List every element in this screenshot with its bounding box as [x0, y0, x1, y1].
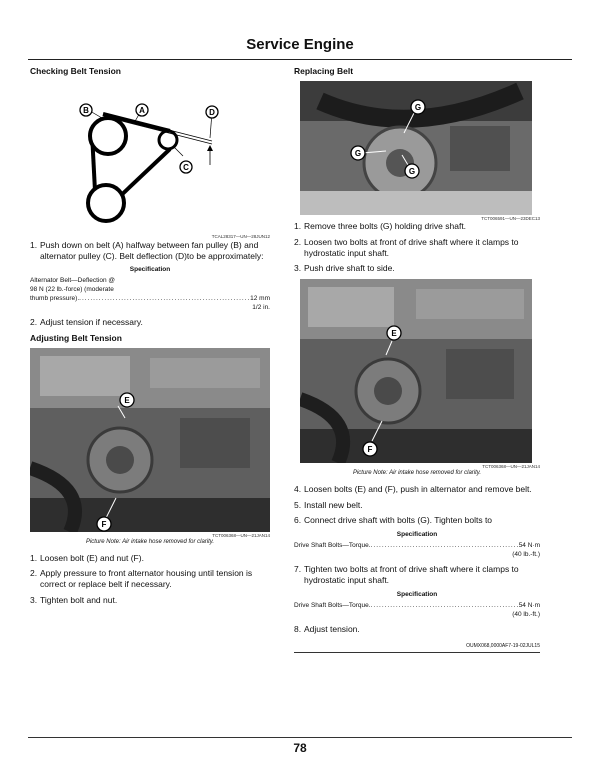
- photo-callout-f: [97, 517, 111, 531]
- page-title: Service Engine: [246, 36, 354, 53]
- diagram-callout-b: [80, 104, 92, 116]
- step-number: 1.: [30, 552, 38, 563]
- left-column: [30, 66, 270, 610]
- replacing-steps-b: [294, 484, 540, 526]
- spec-heading: Specification: [396, 590, 438, 598]
- step-item: [294, 221, 540, 232]
- spec-alt-value: (40 lb.-ft.): [512, 610, 540, 618]
- svg-text:C: C: [183, 162, 189, 172]
- step-item: [294, 484, 540, 495]
- replacing-steps-a: [294, 221, 540, 274]
- step-item: [294, 624, 540, 635]
- spec-value: 54 N·m: [518, 541, 540, 549]
- step-text: Remove three bolts (G) holding drive shaft.: [304, 221, 467, 232]
- checking-steps-continued: [30, 317, 270, 328]
- step-text: Loosen bolts (E) and (F), push in alternator and remove belt.: [304, 483, 532, 494]
- spec-heading: Specification: [129, 266, 171, 274]
- step-item: [294, 515, 540, 526]
- section-end-rule: [294, 652, 540, 653]
- spec-row: [294, 542, 540, 551]
- step-number: 2.: [30, 568, 38, 579]
- step-item: [294, 500, 540, 511]
- step-item: [30, 568, 270, 589]
- spec-value: 12 mm: [250, 294, 270, 302]
- step-item: [30, 595, 270, 606]
- step-number: 1.: [30, 239, 38, 250]
- belt-diagram: [30, 81, 270, 231]
- step-text: Tighten two bolts at front of drive shaft where it clamps to hydrostatic input shaft.: [304, 564, 519, 586]
- replacing-belt-heading: Replacing Belt: [294, 66, 354, 76]
- adjusting-belt-tension-heading: Adjusting Belt Tension: [30, 332, 122, 343]
- step-text: Tighten bolt and nut.: [40, 594, 118, 605]
- spec-label: Drive Shaft Bolts—Torque.: [294, 541, 371, 549]
- alternator-photo: [30, 348, 270, 532]
- step-item: [30, 553, 270, 564]
- svg-text:F: F: [367, 444, 373, 454]
- step-number: 2.: [30, 317, 38, 328]
- svg-text:G: G: [354, 148, 362, 158]
- photo-callout-g-top: [411, 100, 425, 114]
- spec-row: [294, 602, 540, 611]
- svg-text:E: E: [124, 395, 130, 405]
- step-text: Loosen two bolts at front of drive shaft where it clamps to hydrostatic input shaft.: [304, 236, 519, 258]
- diagram-callout-a: [136, 104, 148, 116]
- step-text: Connect drive shaft with bolts (G). Tighten bolts to: [304, 515, 493, 526]
- photo-callout-e: [120, 393, 134, 407]
- leader-dots: [79, 295, 250, 304]
- footer-rule: [28, 737, 572, 738]
- title-rule: [28, 59, 572, 60]
- photo-callout-e: [387, 326, 401, 340]
- step-number: 3.: [30, 594, 38, 605]
- diagram-callout-d: [206, 106, 218, 118]
- step-text: Install new belt.: [304, 499, 363, 510]
- photo-callout-g-bottom: [405, 164, 419, 178]
- step-number: 1.: [294, 221, 302, 232]
- spec-row: [30, 295, 270, 304]
- svg-text:F: F: [101, 519, 107, 529]
- step-text: Adjust tension.: [304, 624, 360, 635]
- figure-code: TCT006368—UN—21JAN14: [212, 532, 270, 538]
- step-item: [294, 263, 540, 274]
- step-item: [294, 237, 540, 258]
- spec-alt-value: 1/2 in.: [252, 303, 270, 311]
- figure-code: TCT006368—UN—21JAN14: [482, 463, 540, 469]
- step-text: Loosen bolt (E) and nut (F).: [40, 552, 144, 563]
- step-item: [294, 564, 540, 585]
- svg-text:B: B: [83, 105, 89, 115]
- step-number: 3.: [294, 263, 302, 274]
- drive-shaft-photo: [300, 81, 532, 215]
- figure-note: Picture Note: Air intake hose removed for clarity.: [352, 470, 482, 477]
- spec-alt-value: (40 lb.-ft.): [512, 550, 540, 558]
- svg-text:A: A: [139, 105, 145, 115]
- checking-belt-tension-heading: Checking Belt Tension: [30, 66, 121, 76]
- right-column: [294, 66, 540, 653]
- spec-line: 98 N (22 lb.-force) (moderate: [30, 286, 114, 294]
- diagram-callout-c: [180, 161, 192, 173]
- spec-heading: Specification: [396, 530, 438, 538]
- step-number: 7.: [294, 564, 302, 575]
- figure-note: Picture Note: Air intake hose removed for clarity.: [85, 539, 215, 546]
- step-number: 8.: [294, 624, 302, 635]
- step-text: Adjust tension if necessary.: [40, 317, 143, 328]
- figure-code: TCT006591—UN—23DEC13: [481, 215, 540, 221]
- spec-line: Alternator Belt—Deflection @: [30, 277, 115, 285]
- alternator-photo-2: [300, 279, 532, 463]
- step-number: 6.: [294, 515, 302, 526]
- adjusting-steps: [30, 553, 270, 606]
- step-text: Apply pressure to front alternator housing until tension is correct or replace belt if necessary.: [40, 568, 253, 589]
- svg-text:G: G: [414, 102, 422, 112]
- document-code: OUMX068,0000AF7-19-02JUL15: [466, 643, 540, 649]
- svg-text:D: D: [209, 107, 215, 117]
- step-number: 4.: [294, 483, 302, 494]
- leader-dots: [371, 542, 519, 551]
- step-text: Push drive shaft to side.: [304, 263, 395, 274]
- leader-dots: [371, 602, 519, 611]
- spec-label: Drive Shaft Bolts—Torque.: [294, 601, 371, 609]
- page-number: 78: [293, 741, 307, 755]
- step-text: Push down on belt (A) halfway between fan pulley (B) and alternator pulley (C). Belt deflection (D)to be approximately:: [40, 239, 264, 261]
- checking-steps: [30, 240, 270, 261]
- spec-value: 54 N·m: [518, 601, 540, 609]
- figure-code: TCAL28317—UN—28JUN12: [211, 234, 270, 240]
- replacing-steps-d: [294, 624, 540, 635]
- photo-callout-g-left: [351, 146, 365, 160]
- step-item: [30, 240, 270, 261]
- spec-label: thumb pressure).: [30, 294, 80, 302]
- svg-text:E: E: [391, 328, 397, 338]
- step-number: 5.: [294, 499, 302, 510]
- photo-callout-f: [363, 442, 377, 456]
- svg-text:G: G: [408, 166, 416, 176]
- step-item: [30, 317, 270, 328]
- step-number: 2.: [294, 236, 302, 247]
- replacing-steps-c: [294, 564, 540, 585]
